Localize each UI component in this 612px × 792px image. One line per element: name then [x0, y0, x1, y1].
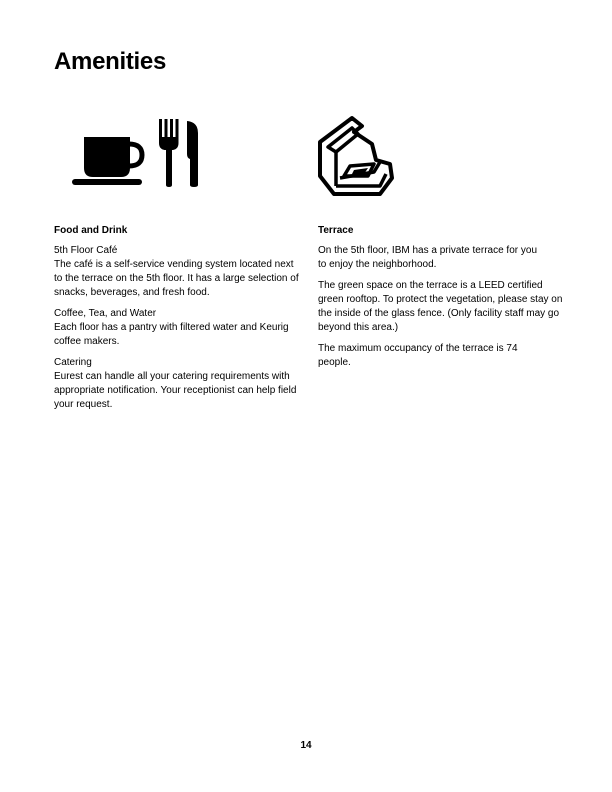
terrace-paragraph: The green space on the terrace is a LEED certified green rooftop. To protect the vegetation, please stay on the inside of the glass fence. (Only facility staff may go beyond this area.) — [318, 280, 563, 333]
terrace-paragraph: The maximum occupancy of the terrace is 74 people. — [318, 343, 518, 368]
terrace-paragraph: On the 5th floor, IBM has a private terrace for you to enjoy the neighborhood. — [318, 245, 537, 270]
cafe-text: The café is a self-service vending system located next to the terrace on the 5th floor. It has a large selection of snacks, beverages, and fresh food. — [54, 259, 299, 298]
page-title: Amenities — [54, 48, 167, 75]
coffee-cup-icon — [70, 134, 146, 188]
terrace-heading: Terrace — [318, 225, 354, 236]
catering-title: Catering — [54, 357, 92, 368]
fork-icon — [158, 119, 180, 189]
terrace-section — [318, 224, 568, 377]
terrace-building-icon — [314, 114, 396, 198]
catering-text: Eurest can handle all your catering requirements with appropriate notification. Your receptionist can help field your request. — [54, 371, 297, 410]
knife-icon — [184, 119, 200, 189]
food-and-drink-heading: Food and Drink — [54, 225, 128, 236]
coffee-title: Coffee, Tea, and Water — [54, 308, 157, 319]
food-and-drink-section — [54, 224, 304, 419]
cafe-title: 5th Floor Café — [54, 245, 118, 256]
page-number: 14 — [300, 740, 312, 751]
coffee-text: Each floor has a pantry with filtered water and Keurig coffee makers. — [54, 322, 289, 347]
